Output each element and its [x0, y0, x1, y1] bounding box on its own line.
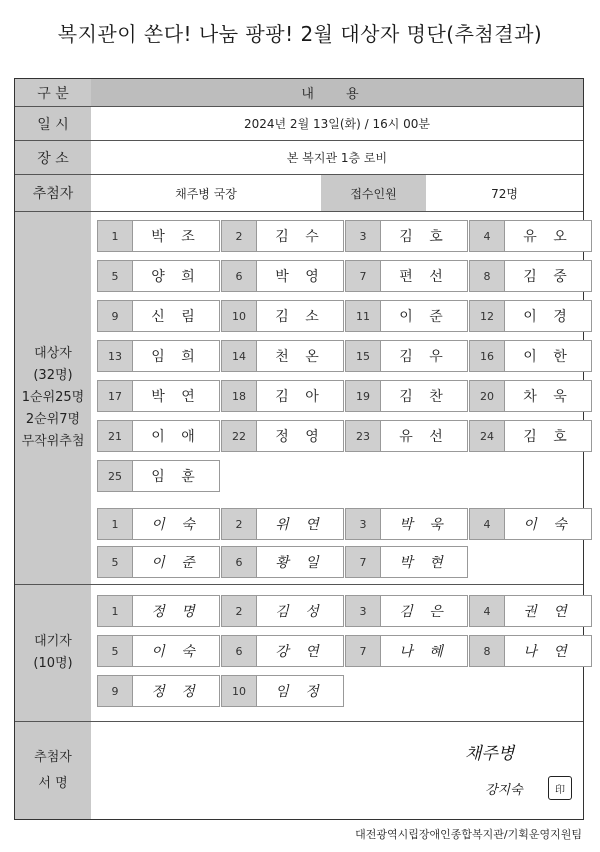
cell-name: 유 오: [505, 220, 592, 252]
date-label: 일 시: [15, 107, 91, 141]
cell-number: 22: [221, 420, 257, 452]
received-label: 접수인원: [321, 175, 426, 211]
name-cell: [97, 546, 220, 578]
cell-number: 8: [469, 635, 505, 667]
name-cell: [97, 340, 220, 372]
cell-name: 박 현: [381, 546, 468, 578]
name-cell: [221, 340, 344, 372]
recipients-first-grid: [91, 212, 583, 503]
header-value: 내 용: [91, 79, 583, 107]
drawer-row: [91, 175, 583, 212]
cell-name: 김 성: [257, 595, 344, 627]
cell-number: 18: [221, 380, 257, 412]
cell-name: 이 숙: [133, 635, 220, 667]
cell-name: 박 욱: [381, 508, 468, 540]
cell-number: 9: [97, 675, 133, 707]
cell-name: 황 일: [257, 546, 344, 578]
signature-2: 강지숙: [485, 783, 523, 798]
name-cell: [97, 635, 220, 667]
name-cell: [97, 300, 220, 332]
cell-number: 5: [97, 635, 133, 667]
cell-name: 차 욱: [505, 380, 592, 412]
place-label: 장 소: [15, 141, 91, 175]
name-cell: [469, 420, 592, 452]
received-value: 72명: [491, 186, 518, 201]
name-cell: [97, 420, 220, 452]
date-value: 2024년 2월 13일(화) / 16시 00분: [91, 107, 583, 141]
cell-number: 24: [469, 420, 505, 452]
cell-name: 양 희: [133, 260, 220, 292]
signature-line: 추첨자: [34, 749, 72, 765]
cell-name: 이 경: [505, 300, 592, 332]
cell-number: 3: [345, 508, 381, 540]
document-title: 복지관이 쏜다! 나눔 팡팡! 2월 대상자 명단(추첨결과): [57, 22, 543, 46]
name-cell: [345, 508, 468, 540]
name-cell: [469, 380, 592, 412]
cell-number: 13: [97, 340, 133, 372]
name-cell: [221, 508, 344, 540]
cell-name: 김 중: [505, 260, 592, 292]
cell-name: 이 준: [133, 546, 220, 578]
cell-name: 김 아: [257, 380, 344, 412]
cell-number: 20: [469, 380, 505, 412]
cell-number: 21: [97, 420, 133, 452]
cell-number: 6: [221, 546, 257, 578]
name-cell: [345, 635, 468, 667]
waiting-line: 대기자: [34, 634, 72, 649]
cell-name: 정 정: [133, 675, 220, 707]
waiting-label: [15, 585, 91, 722]
cell-number: 2: [221, 220, 257, 252]
results-table: [14, 78, 584, 820]
name-cell: [345, 546, 468, 578]
name-cell: [469, 635, 592, 667]
name-cell: [469, 300, 592, 332]
cell-number: 8: [469, 260, 505, 292]
cell-number: 12: [469, 300, 505, 332]
name-cell: [97, 460, 220, 492]
cell-name: 임 정: [257, 675, 344, 707]
cell-number: 7: [345, 635, 381, 667]
cell-name: 이 준: [381, 300, 468, 332]
cell-name: 김 은: [381, 595, 468, 627]
name-cell: [221, 220, 344, 252]
cell-name: 김 우: [381, 340, 468, 372]
name-cell: [221, 595, 344, 627]
cell-number: 3: [345, 220, 381, 252]
name-cell: [221, 635, 344, 667]
place-value: 본 복지관 1층 로비: [91, 141, 583, 175]
recipients-second-grid: [91, 502, 583, 585]
cell-number: 6: [221, 635, 257, 667]
recipients-line: 대상자: [34, 346, 72, 361]
cell-name: 김 소: [257, 300, 344, 332]
cell-number: 2: [221, 595, 257, 627]
cell-name: 정 명: [133, 595, 220, 627]
name-cell: [469, 220, 592, 252]
cell-name: 김 호: [505, 420, 592, 452]
name-cell: [345, 380, 468, 412]
drawer-label: 추첨자: [15, 175, 91, 212]
cell-number: 16: [469, 340, 505, 372]
cell-number: 17: [97, 380, 133, 412]
cell-name: 유 선: [381, 420, 468, 452]
name-cell: [97, 220, 220, 252]
cell-number: 11: [345, 300, 381, 332]
cell-number: 1: [97, 220, 133, 252]
recipients-line: (32명): [33, 368, 73, 383]
cell-number: 1: [97, 508, 133, 540]
cell-number: 7: [345, 260, 381, 292]
recipients-label: [15, 212, 91, 585]
cell-number: 25: [97, 460, 133, 492]
cell-name: 이 숙: [505, 508, 592, 540]
name-cell: [221, 420, 344, 452]
recipients-line: 1순위25명: [21, 390, 85, 405]
name-cell: [97, 675, 220, 707]
name-cell: [221, 260, 344, 292]
name-cell: [469, 340, 592, 372]
cell-number: 9: [97, 300, 133, 332]
cell-number: 4: [469, 595, 505, 627]
cell-name: 이 애: [133, 420, 220, 452]
cell-number: 4: [469, 508, 505, 540]
cell-number: 5: [97, 260, 133, 292]
cell-number: 2: [221, 508, 257, 540]
waiting-grid: [91, 585, 583, 722]
name-cell: [221, 546, 344, 578]
cell-name: 이 숙: [133, 508, 220, 540]
cell-name: 박 영: [257, 260, 344, 292]
footer-org: 대전광역시립장애인종합복지관/기획운영지원팀: [355, 828, 582, 841]
cell-name: 나 혜: [381, 635, 468, 667]
cell-number: 10: [221, 675, 257, 707]
recipients-line: 무작위추첨: [21, 434, 85, 449]
cell-name: 나 연: [505, 635, 592, 667]
signature-label: [15, 722, 91, 819]
cell-number: 19: [345, 380, 381, 412]
name-cell: [97, 260, 220, 292]
cell-name: 김 호: [381, 220, 468, 252]
name-cell: [345, 595, 468, 627]
signature-1: 채주병: [465, 744, 515, 764]
cell-number: 14: [221, 340, 257, 372]
name-cell: [345, 420, 468, 452]
name-cell: [97, 380, 220, 412]
signature-line: 서 명: [38, 775, 68, 791]
name-cell: [469, 508, 592, 540]
name-cell: [345, 220, 468, 252]
cell-number: 15: [345, 340, 381, 372]
cell-name: 임 희: [133, 340, 220, 372]
cell-name: 신 림: [133, 300, 220, 332]
cell-number: 23: [345, 420, 381, 452]
name-cell: [345, 260, 468, 292]
cell-name: 김 수: [257, 220, 344, 252]
name-cell: [221, 380, 344, 412]
cell-name: 김 찬: [381, 380, 468, 412]
cell-name: 이 한: [505, 340, 592, 372]
cell-number: 6: [221, 260, 257, 292]
cell-name: 정 영: [257, 420, 344, 452]
name-cell: [221, 300, 344, 332]
cell-name: 강 연: [257, 635, 344, 667]
cell-number: 5: [97, 546, 133, 578]
header-label: 구 분: [15, 79, 91, 107]
cell-name: 천 온: [257, 340, 344, 372]
cell-name: 임 훈: [133, 460, 220, 492]
cell-number: 3: [345, 595, 381, 627]
cell-name: 박 조: [133, 220, 220, 252]
name-cell: [221, 675, 344, 707]
signature-area: [91, 722, 583, 819]
cell-number: 4: [469, 220, 505, 252]
cell-number: 10: [221, 300, 257, 332]
name-cell: [345, 300, 468, 332]
cell-name: 위 연: [257, 508, 344, 540]
name-cell: [469, 595, 592, 627]
name-cell: [97, 508, 220, 540]
name-cell: [97, 595, 220, 627]
signature-stamp: 印: [548, 776, 572, 800]
cell-number: 1: [97, 595, 133, 627]
waiting-line: (10명): [33, 656, 73, 671]
cell-number: 7: [345, 546, 381, 578]
cell-name: 권 연: [505, 595, 592, 627]
cell-name: 편 선: [381, 260, 468, 292]
recipients-line: 2순위7명: [25, 412, 81, 427]
name-cell: [469, 260, 592, 292]
name-cell: [345, 340, 468, 372]
cell-name: 박 연: [133, 380, 220, 412]
drawer-name: 채주병 국장: [175, 186, 237, 201]
